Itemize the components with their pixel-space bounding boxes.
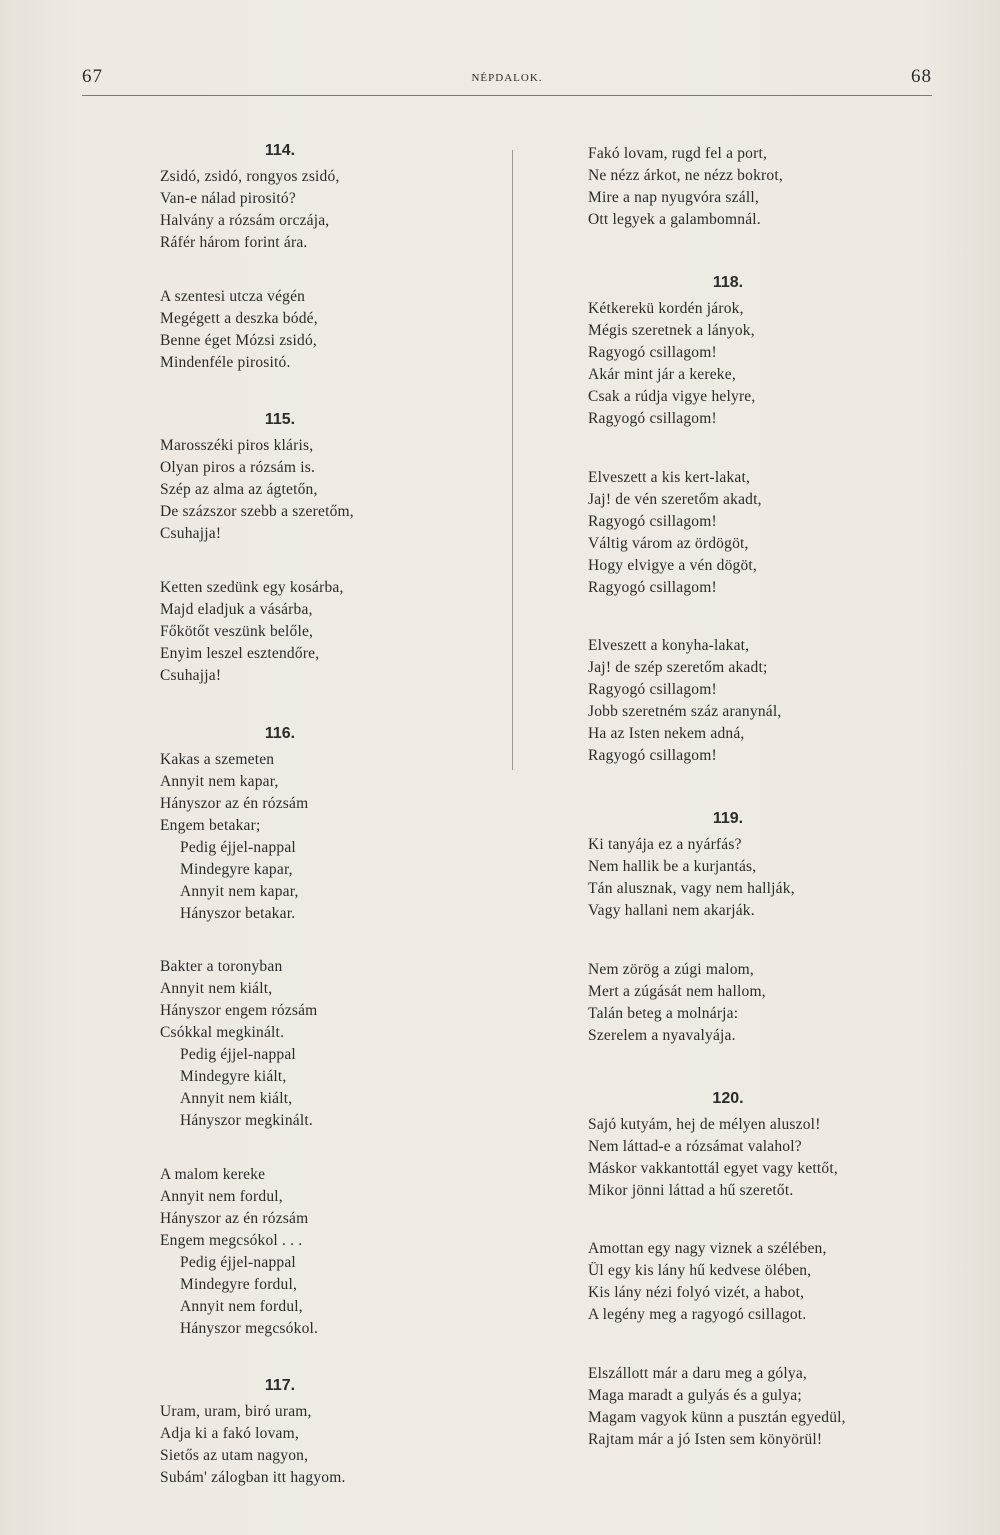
verse-line: Ragyogó csillagom! [588, 681, 717, 699]
verse-line: Hányszor az én rózsám [160, 1209, 309, 1227]
verse-line: Engem megcsókol . . . [160, 1231, 303, 1249]
verse-line: Elszállott már a daru meg a gólya, [588, 1365, 807, 1383]
right-column [588, 143, 943, 1488]
verse-line: A malom kereke [160, 1165, 266, 1183]
verse-line: Máskor vakkantottál egyet vagy kettőt, [588, 1159, 838, 1177]
verse-line: De százszor szebb a szeretőm, [160, 503, 354, 521]
poem-gap [588, 231, 943, 268]
verse-line: Ott legyek a galambomnál. [588, 211, 761, 228]
verse-line: Hogy elvigye a vén dögöt, [588, 556, 758, 574]
verse-line: Szép az alma az ágtetőn, [160, 481, 318, 499]
stanza-gap [588, 1202, 943, 1239]
verse-line: Ha az Isten nekem adná, [588, 725, 745, 743]
stanza-gap [588, 922, 943, 959]
verse-line: Csuhajja! [160, 666, 222, 684]
verse-line: Elveszett a konyha-lakat, [588, 637, 750, 655]
verse-line: Megégett a deszka bódé, [160, 309, 318, 327]
running-title: NÉPDALOK. [471, 72, 543, 84]
left-column [160, 136, 500, 1521]
verse-line: Ketten szedünk egy kosárba, [160, 578, 344, 596]
verse-line: Jobb szeretném száz aranynál, [588, 703, 782, 721]
verse-line: Nem hallik be a kurjantás, [588, 858, 757, 876]
stanza-gap [160, 545, 500, 577]
verse-line: Sietős az utam nagyon, [160, 1447, 309, 1465]
verse-line: Amottan egy nagy viznek a szélében, [588, 1240, 827, 1258]
verse-line: Szerelem a nyavalyája. [588, 1026, 736, 1044]
verse-line: Subám' zálogban itt hagyom. [160, 1469, 346, 1487]
verse-line: Mindegyre kapar, [180, 860, 293, 878]
verse-line: Zsidó, zsidó, rongyos zsidó, [160, 168, 340, 185]
verse-line: Annyit nem kiált, [180, 1090, 293, 1108]
verse-line: Ki tanyája ez a nyárfás? [588, 836, 742, 854]
verse-line: Mindegyre kiált, [180, 1068, 287, 1086]
verse-line: Rajtam már a jó Isten sem könyörül! [588, 1431, 823, 1449]
verse-line: Olyan piros a rózsám is. [160, 459, 316, 477]
verse-line: Mire a nap nyugvóra száll, [588, 189, 759, 206]
verse-line: A szentesi utcza végén [160, 287, 306, 305]
verse-line: Kakas a szemeten [160, 750, 275, 768]
verse-line: Mindegyre fordul, [180, 1275, 298, 1293]
verse-line: Csuhajja! [160, 525, 222, 543]
poem-gap [588, 1451, 943, 1488]
stanza-gap [588, 599, 943, 636]
verse-line: Nem láttad-e a rózsámat valahol? [588, 1137, 802, 1155]
poem-number: 117. [264, 1377, 296, 1395]
verse-line: Ne nézz árkot, ne nézz bokrot, [588, 167, 783, 184]
verse-line: Sajó kutyám, hej de mélyen aluszol! [588, 1115, 821, 1133]
poem-number: 116. [264, 724, 296, 742]
stanza-gap [588, 1326, 943, 1363]
verse-line: Kétkerekü kordén járok, [588, 299, 744, 317]
stanza-gap [160, 925, 500, 957]
verse-line: Ül egy kis lány hű kedvese ölében, [588, 1262, 812, 1280]
poem-continuation [588, 143, 943, 268]
verse-line: Elveszett a kis kert-lakat, [588, 468, 751, 486]
verse-line: Pedig éjjel-nappal [180, 1046, 296, 1064]
poem [588, 804, 943, 1084]
verse-line: Ragyogó csillagom! [588, 409, 717, 427]
verse-line: Annyit nem fordul, [180, 1297, 303, 1315]
verse-line: Kis lány nézi folyó vizét, a habot, [588, 1284, 805, 1302]
verse-line: Nem zörög a zúgi malom, [588, 960, 755, 978]
poem-number: 115. [264, 411, 296, 429]
verse-line: Annyit nem kapar, [160, 772, 279, 790]
page-header [82, 66, 932, 96]
verse-line: Adja ki a fakó lovam, [160, 1425, 299, 1443]
verse-line: Váltig várom az ördögöt, [588, 534, 749, 552]
verse-line: Főkötőt veszünk belőle, [160, 622, 314, 640]
verse-line: Pedig éjjel-nappal [180, 1253, 296, 1271]
verse-line: Ragyogó csillagom! [588, 512, 717, 530]
verse-line: Vagy hallani nem akarják. [588, 902, 755, 920]
verse-line: Jaj! de vén szeretőm akadt, [588, 490, 762, 508]
verse-line: Majd eladjuk a vásárba, [160, 600, 313, 618]
poem-number: 119. [712, 810, 744, 828]
verse-line: Csókkal megkinált. [160, 1024, 285, 1042]
verse-line: Annyit nem fordul, [160, 1187, 283, 1205]
verse-line: Tán alusznak, vagy nem hallják, [588, 880, 795, 898]
verse-line: Pedig éjjel-nappal [180, 838, 296, 856]
verse-line: Hányszor az én rózsám [160, 794, 309, 812]
verse-line: Annyit nem kapar, [180, 882, 299, 900]
verse-line: Akár mint jár a kereke, [588, 365, 736, 383]
verse-line: Annyit nem kiált, [160, 980, 273, 998]
verse-line: Hányszor megkinált. [180, 1112, 313, 1130]
verse-line: Engem betakar; [160, 816, 261, 834]
poem [160, 1371, 500, 1521]
verse-line: Fakó lovam, rugd fel a port, [588, 145, 768, 162]
left-page-number: 67 [82, 66, 103, 87]
poem-gap [588, 1047, 943, 1084]
poem-gap [160, 1489, 500, 1521]
stanza-gap [160, 254, 500, 286]
verse-line: Uram, uram, biró uram, [160, 1403, 312, 1421]
poem [588, 1084, 943, 1488]
verse-line: Ragyogó csillagom! [588, 747, 717, 765]
verse-line: Csak a rúdja vigye helyre, [588, 387, 756, 405]
verse-line: Bakter a toronyban [160, 958, 283, 976]
verse-line: Ragyogó csillagom! [588, 578, 717, 596]
verse-line: Marosszéki piros kláris, [160, 437, 314, 455]
header-rule [82, 95, 932, 96]
poem [160, 719, 500, 1372]
verse-line: Van-e nálad pirositó? [160, 190, 296, 207]
poem-gap [160, 374, 500, 406]
column-divider [512, 150, 513, 770]
poem-gap [160, 687, 500, 719]
verse-line: Ragyogó csillagom! [588, 343, 717, 361]
verse-line: Hányszor betakar. [180, 904, 296, 922]
poem-number: 120. [712, 1089, 744, 1107]
verse-line: Mikor jönni láttad a hű szeretőt. [588, 1181, 794, 1199]
verse-line: Hányszor megcsókol. [180, 1319, 319, 1337]
verse-line: Talán beteg a molnárja: [588, 1004, 739, 1022]
verse-line: Magam vagyok künn a pusztán egyedül, [588, 1409, 846, 1427]
verse-line: Hányszor engem rózsám [160, 1002, 318, 1020]
verse-line: Halvány a rózsám orczája, [160, 212, 330, 229]
verse-line: Maga maradt a gulyás és a gulya; [588, 1387, 802, 1405]
poem-gap [160, 1340, 500, 1372]
poem-number: 118. [712, 273, 744, 291]
verse-line: Mégis szeretnek a lányok, [588, 321, 755, 339]
verse-line: Mindenféle pirositó. [160, 353, 291, 371]
verse-line: A legény meg a ragyogó csillagot. [588, 1306, 807, 1324]
poem-number: 114. [264, 142, 296, 159]
stanza-gap [588, 430, 943, 467]
poem [160, 136, 500, 405]
verse-line: Benne éget Mózsi zsidó, [160, 331, 317, 349]
poem-gap [588, 767, 943, 804]
verse-line: Jaj! de szép szeretőm akadt; [588, 659, 768, 677]
verse-line: Ráfér három forint ára. [160, 234, 308, 251]
poem [588, 268, 943, 804]
verse-line: Enyim leszel esztendőre, [160, 644, 320, 662]
poem [160, 405, 500, 718]
right-page-number: 68 [911, 66, 932, 87]
verse-line: Mert a zúgását nem hallom, [588, 982, 766, 1000]
stanza-gap [160, 1132, 500, 1164]
